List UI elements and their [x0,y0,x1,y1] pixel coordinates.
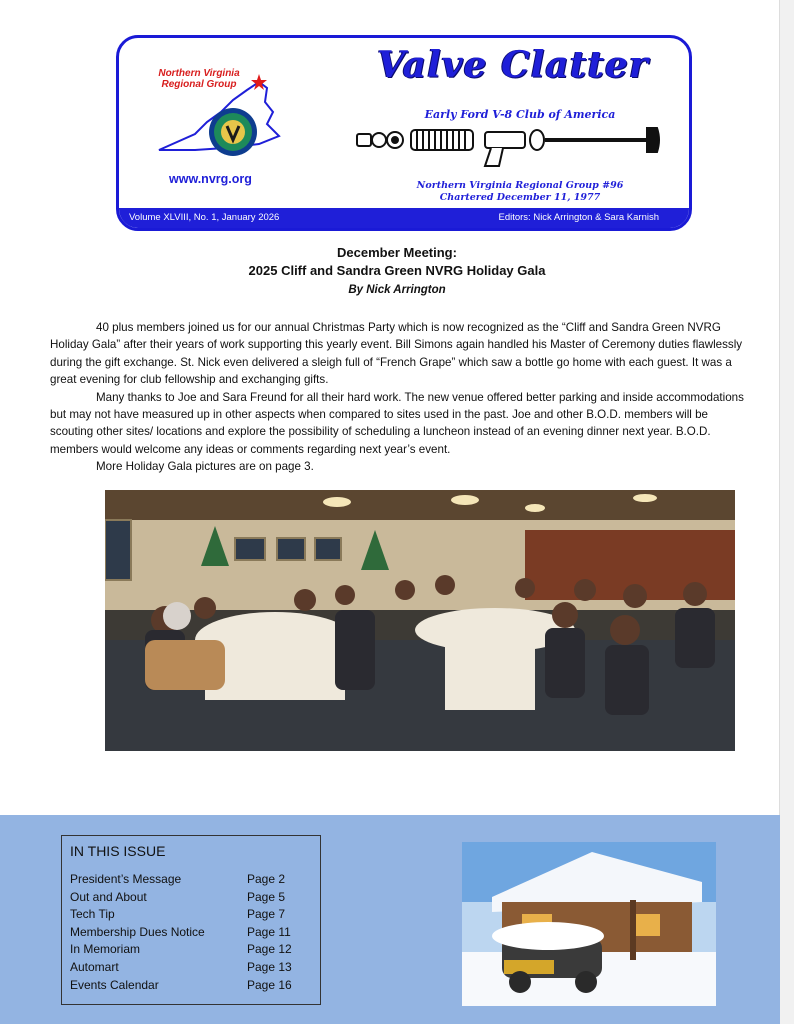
group-line: Northern Virginia Regional Group #96 [416,180,624,191]
issue-list [70,871,310,994]
paragraph: More Holiday Gala pictures are on page 3. [96,460,314,474]
issue-item-label: Tech Tip [70,907,115,922]
editors: Editors: Nick Arrington & Sara Karnish [498,212,659,223]
issue-item-page: Page 2 [247,872,286,886]
org-name: Northern Virginia Regional Group [158,68,240,90]
issue-item-page: Page 7 [247,907,286,922]
engine-parts-illustration [355,120,665,176]
holiday-gala-photo [105,490,735,751]
issue-item-page: Page 16 [247,977,292,992]
issue-item [70,871,310,889]
issue-item-page: Page 13 [247,959,292,974]
masthead [116,35,692,231]
club-name: Early Ford V-8 Club of America [424,108,616,121]
issue-item-label: Out and About [70,889,147,904]
issue-item [70,889,310,907]
issue-item [70,959,310,977]
issue-item [70,924,310,942]
paragraph: Many thanks to Joe and Sara Freund for all their hard work. The new venue offered better parking and inside accommodations but may not have measured up in other aspects when compared to sites used in the past. Joe and other B.O.D. members will be scouting other sites/ locations and explore the possibility of scheduling a luncheon instead of an evening dinner next year. B.O.D. members would welcome any ideas or comments regarding next year’s event. [50,390,744,456]
group-charter [375,180,665,204]
issue-item-page: Page 5 [247,889,286,904]
volume-info: Volume XLVIII, No. 1, January 2026 [129,212,280,223]
snowy-cabin-truck-image [462,842,716,1006]
issue-item [70,941,310,959]
website-link[interactable]: www.nvrg.org [169,172,252,186]
in-this-issue-title: IN THIS ISSUE [70,843,166,859]
issue-item-label: Automart [70,959,119,974]
article-body [50,319,750,476]
paragraph: 40 plus members joined us for our annual Christmas Party which is now recognized as the “Cliff and Sandra Green NVRG Holiday Gala” after their years of work supporting this yearly event. Bill Simons again handled his Master of Ceremony duties flawlessly during the gift exchange. St. Nick even delivered a sleigh full of “French Grape” which saw a bottle go home with each guest. It was a great evening for club fellowship and exchanging gifts. [50,321,743,387]
newsletter-title: Valve Clatter [377,44,649,86]
issue-item [70,906,310,924]
article-heading: December Meeting: [337,245,457,260]
issue-item [70,977,310,995]
issue-item-label: Events Calendar [70,977,159,992]
charter-line: Chartered December 11, 1977 [439,192,601,203]
in-this-issue-box [61,835,321,1005]
article-title: 2025 Cliff and Sandra Green NVRG Holiday Gala [248,263,546,278]
issue-item-label: In Memoriam [70,942,141,957]
page-edge [779,0,794,1024]
issue-item-page: Page 11 [247,924,291,939]
masthead-footer [119,208,689,228]
issue-item-page: Page 12 [247,942,292,957]
issue-item-label: Membership Dues Notice [70,924,205,939]
byline: By Nick Arrington [348,284,446,296]
issue-item-label: President’s Message [70,872,182,886]
